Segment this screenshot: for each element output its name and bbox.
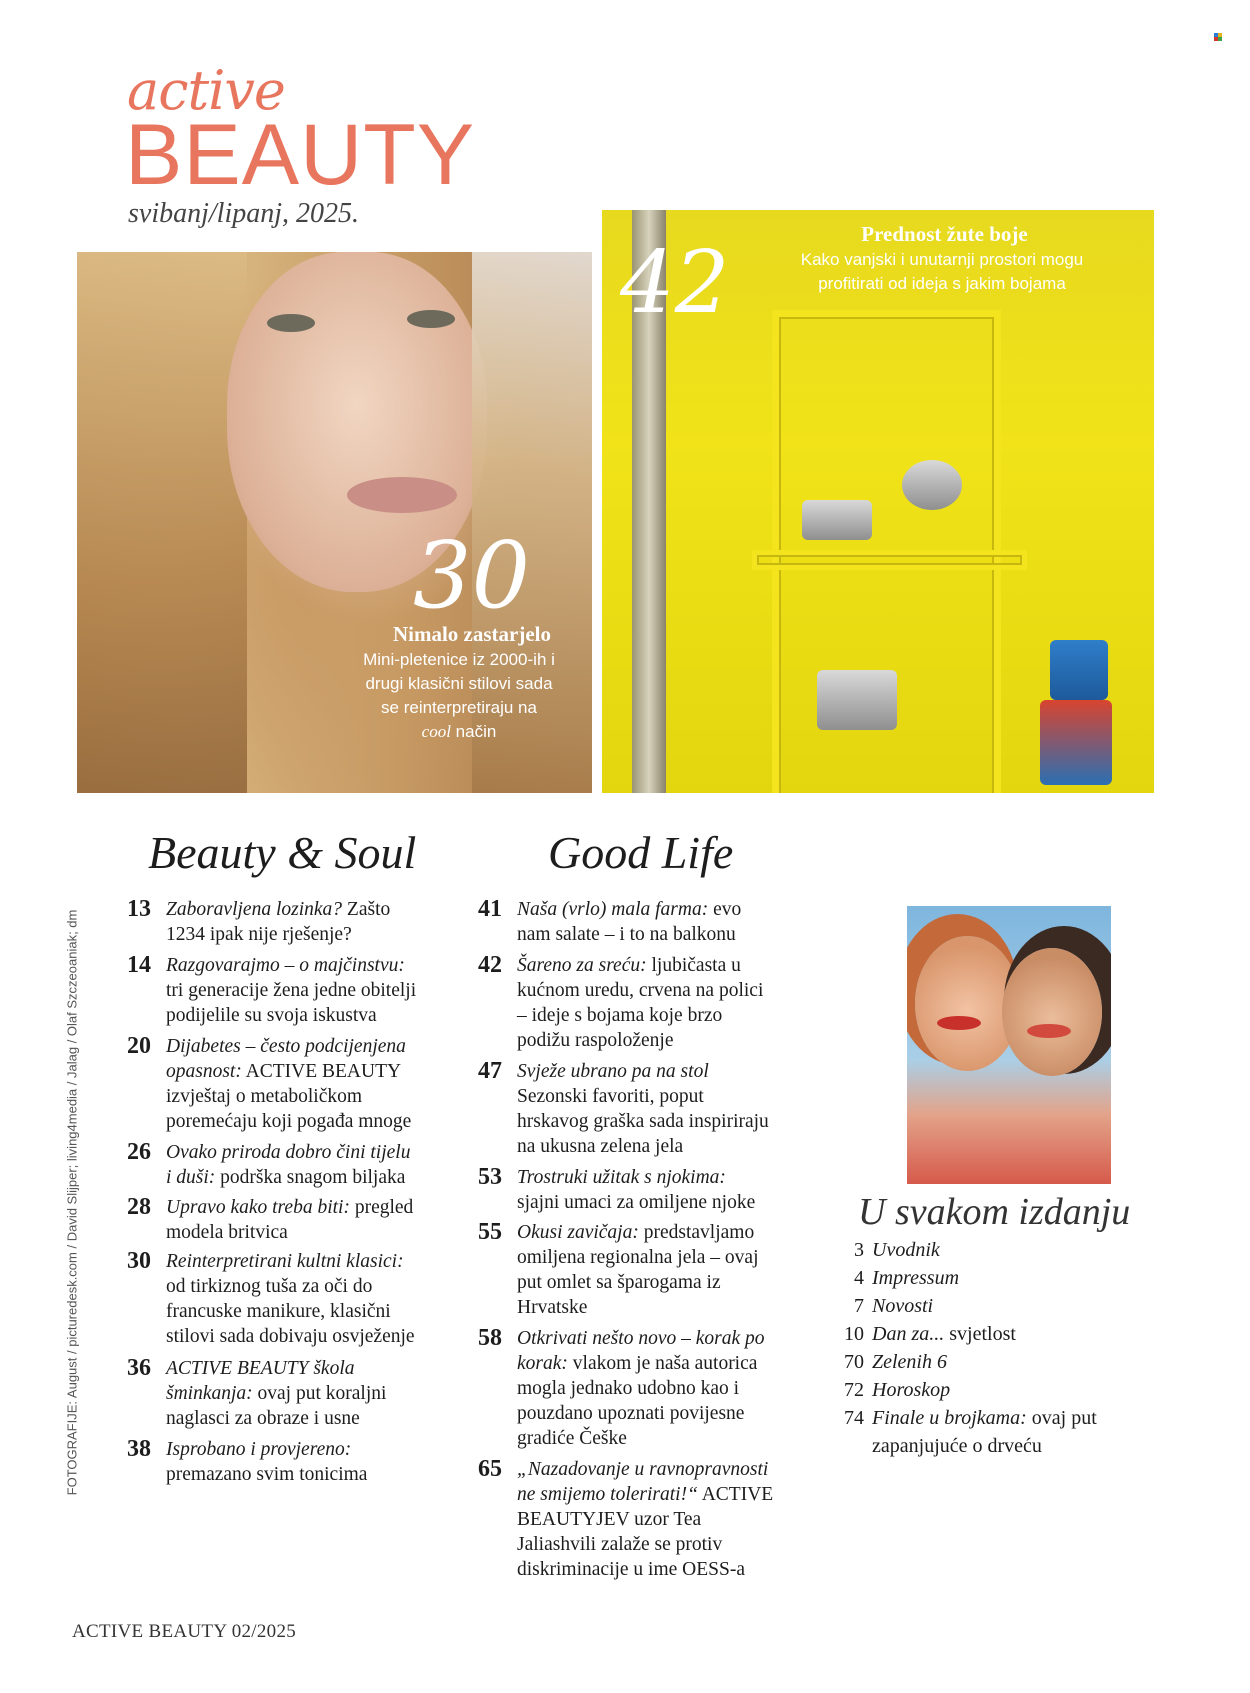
feature-home-number: 42 [620, 233, 730, 333]
feature-beauty-title: Nimalo zastarjelo [392, 622, 552, 646]
section-heading-beauty-soul: Beauty & Soul [148, 827, 417, 878]
photo-two-women [907, 906, 1111, 1184]
footer-issue: ACTIVE BEAUTY 02/2025 [72, 1621, 297, 1642]
toc-entry[interactable]: 72 Horoskop [844, 1379, 951, 1401]
photo-credits: FOTOGRAFIJE: August / picturedesk.com / David Slijper; living4media / Jalag / Olaf Szczeoaniak; dm [64, 909, 80, 1496]
brand-active: active [127, 59, 285, 122]
toc-entry[interactable]: 7 Novosti [854, 1295, 934, 1317]
section-heading-every-issue: U svakom izdanju [858, 1191, 1131, 1233]
photo-woman-portrait [77, 252, 592, 793]
issue-date: svibanj/lipanj, 2025. [128, 198, 359, 229]
feature-beauty-number: 30 [413, 522, 531, 629]
feature-home-text: Kako vanjski i unutarnji prostori mogu profitirati od ideja s jakim bojama [800, 250, 1084, 293]
toc-entry[interactable]: 70 Zelenih 6 [844, 1351, 947, 1373]
photo-yellow-kitchen [602, 210, 1154, 793]
brand-beauty: BEAUTY [125, 107, 476, 203]
feature-beauty-text: Mini-pletenice iz 2000-ih i drugi klasični stilovi sada se reinterpretiraju na cool način [363, 650, 555, 741]
corner-color-mark-icon [1214, 33, 1222, 41]
section-heading-good-life: Good Life [548, 827, 734, 878]
toc-entry[interactable]: 10 Dan za... svjetlost [844, 1323, 1016, 1345]
toc-entry[interactable]: 4 Impressum [854, 1267, 960, 1289]
feature-home-title: Prednost žute boje [861, 222, 1028, 246]
toc-entry[interactable]: 3 Uvodnik [854, 1239, 940, 1261]
toc-entry[interactable]: 74 Finale u brojkama: ovaj put zapanjujuće o drveću [844, 1407, 1097, 1457]
